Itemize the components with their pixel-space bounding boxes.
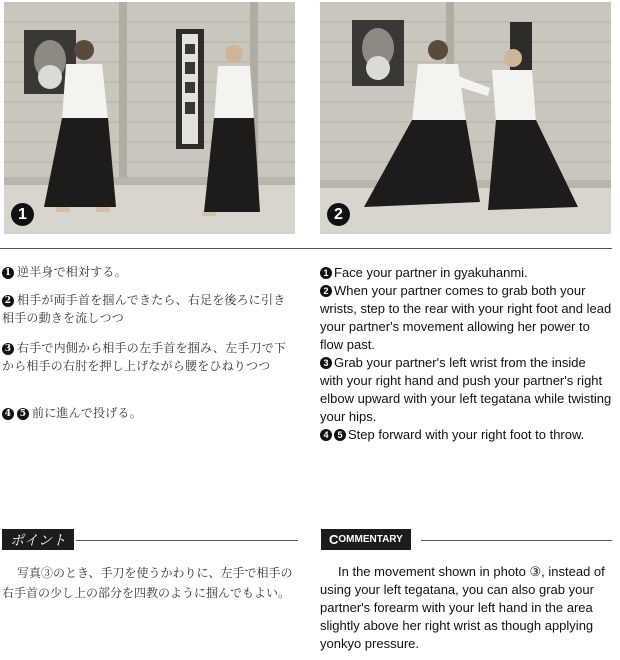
photo-number-badge: 2 [327,203,350,226]
point-text: 写真③のとき、手刀を使うかわりに、左手で相手の右手首の少し上の部分を四教のように掴んでもよい。 [2,566,293,600]
en-step-1 [320,264,612,282]
en-step-text: Grab your partner's left wrist from the inside with your right hand and push your partner's right elbow upward with your left tegatana while twisting your hips. [320,355,612,424]
jp-step-text: 逆半身で相対する。 [17,265,127,279]
jp-step-2 [2,291,294,327]
en-step-text: Step forward with your right foot to throw. [348,427,585,442]
step-number-icon: 5 [17,408,29,420]
point-heading-rule [76,540,298,541]
commentary-heading: C OMMENTARY [321,529,411,550]
jp-step-1 [2,263,294,281]
section-divider [0,248,612,249]
photo-2-image [320,2,611,234]
english-steps [320,264,612,444]
en-step-4-5 [320,426,612,444]
point-heading: ポイント [2,529,74,550]
jp-step-text: 右手で内側から相手の左手首を掴み、左手刀で下から相手の右肘を押し上げながら腰をひねりつつ [2,341,287,373]
step-number-icon: 4 [2,408,14,420]
jp-step-3 [2,339,294,375]
step-number-icon: 1 [320,267,332,279]
jp-step-text: 相手が両手首を掴んできたら、右足を後ろに引き相手の動きを流しつつ [2,293,286,325]
photo-1-image [4,2,295,234]
en-step-3 [320,354,612,426]
photo-number-badge: 1 [11,203,34,226]
commentary-heading-rule [421,540,612,541]
jp-step-text: 前に進んで投げる。 [32,406,142,420]
jp-step-4-5 [2,404,294,422]
photo-1 [4,2,295,234]
step-number-icon: 3 [320,357,332,369]
step-number-icon: 2 [2,295,14,307]
step-number-icon: 3 [2,343,14,355]
step-number-icon: 2 [320,285,332,297]
step-number-icon: 1 [2,267,14,279]
commentary-text: In the movement shown in photo ③, instead of using your left tegatana, you can also grab your partner's forearm with your left hand in the area slightly above her right wrist as though applying yonkyo pressure. [320,564,605,651]
photo-2 [320,2,611,234]
step-number-icon: 5 [334,429,346,441]
en-step-text: Face your partner in gyakuhanmi. [334,265,528,280]
en-step-text: When your partner comes to grab both your wrists, step to the rear with your right foot and lead your partner's movement allowing her power to flow past. [320,283,612,352]
en-step-2 [320,282,612,354]
step-number-icon: 4 [320,429,332,441]
